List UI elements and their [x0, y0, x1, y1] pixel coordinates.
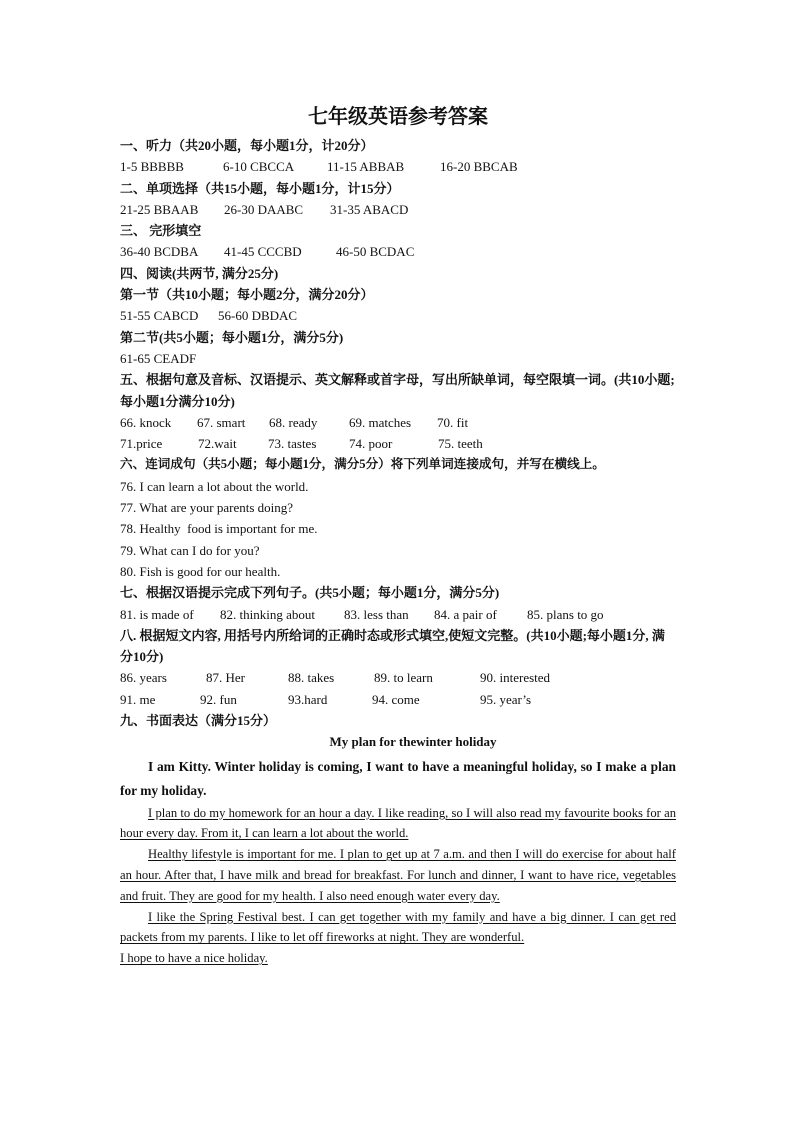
answer-item: 87. Her	[206, 670, 245, 686]
section-3-answers	[120, 241, 676, 262]
answer-item: 72.wait	[198, 436, 237, 452]
answer-group: 21-25 BBAAB	[120, 201, 199, 217]
essay-closing	[120, 948, 676, 969]
answer-item: 69. matches	[349, 414, 412, 430]
answer-item: 67. smart	[197, 414, 246, 430]
section-5-row-2	[120, 433, 676, 454]
answer-group: 1-5 BBBBB	[120, 159, 184, 175]
answer-group: 11-15 ABBAB	[327, 159, 405, 175]
answer-item: 82. thinking about	[220, 606, 315, 622]
section-9-header: 九、书面表达（满分15分）	[120, 713, 277, 729]
answer-group: 16-20 BBCAB	[440, 159, 518, 175]
section-5-row-1	[120, 412, 676, 433]
essay-closing-text: I hope to have a nice holiday.	[120, 951, 268, 966]
essay-title: My plan for thewinter holiday	[329, 734, 497, 750]
answer-item: 89. to learn	[374, 670, 433, 686]
answer-item: 86. years	[120, 670, 167, 686]
answer-item: 92. fun	[200, 691, 237, 707]
section-1-answers	[120, 156, 676, 177]
answer-group: 26-30 DAABC	[224, 201, 304, 217]
answer-item: 75. teeth	[438, 436, 483, 452]
sentence-77: 77. What are your parents doing?	[120, 500, 294, 516]
answer-group: 36-40 BCDBA	[120, 244, 199, 260]
answer-item: 94. come	[372, 691, 420, 707]
section-7-header: 七、根据汉语提示完成下列句子。(共5小题；每小题1分，满分5分)	[120, 585, 500, 601]
answer-item: 91. me	[120, 691, 156, 707]
answer-group: 31-35 ABACD	[330, 201, 409, 217]
answer-item: 93.hard	[288, 691, 328, 707]
sentence-78: 78. Healthy food is important for me.	[120, 521, 318, 537]
essay-paragraph	[120, 907, 676, 949]
answer-item: 90. interested	[480, 670, 551, 686]
page-title: 七年级英语参考答案	[308, 106, 488, 128]
answer-item: 81. is made of	[120, 606, 194, 622]
essay-paragraph	[120, 844, 676, 906]
answer-item: 84. a pair of	[434, 606, 497, 622]
answer-item: 95. year’s	[480, 691, 532, 707]
answer-item: 71.price	[120, 436, 163, 452]
answer-group: 51-55 CABCD	[120, 308, 199, 324]
sentence-76: 76. I can learn a lot about the world.	[120, 478, 309, 494]
section-4-part-1-header: 第一节（共10小题；每小题2分，满分20分）	[120, 287, 374, 303]
answer-item: 73. tastes	[268, 436, 317, 452]
section-4-part-1-answers	[120, 305, 676, 326]
answer-item: 66. knock	[120, 414, 172, 430]
section-2-header: 二、单项选择（共15小题，每小题1分，计15分）	[120, 180, 400, 196]
essay-intro: I am Kitty. Winter holiday is coming, I want to have a meaningful holiday, so I make a plan for my holiday.	[120, 758, 676, 798]
section-8-row-2	[120, 689, 676, 710]
section-2-answers	[120, 199, 676, 220]
section-4-part-2-answers	[120, 348, 676, 369]
section-8-row-1	[120, 667, 676, 688]
answer-item: 83. less than	[344, 606, 409, 622]
section-4-part-2-header: 第二节(共5小题；每小题1分，满分5分)	[120, 329, 344, 345]
answer-item: 74. poor	[349, 436, 393, 452]
section-1-header: 一、听力（共20小题，每小题1分，计20分）	[120, 138, 374, 153]
section-6-header: 六、连词成句（共5小题；每小题1分，满分5分）将下列单词连接成句，并写在横线上。	[120, 457, 605, 472]
answer-group: 46-50 BCDAC	[336, 244, 415, 260]
answer-group: 61-65 CEADF	[120, 350, 197, 366]
answer-item: 68. ready	[269, 414, 318, 430]
sentence-80: 80. Fish is good for our health.	[120, 563, 281, 579]
section-7-answers	[120, 604, 676, 625]
essay-paragraph-text: Healthy lifestyle is important for me. I plan to get up at 7 a.m. and then I will do exercise for about half an hour. After that, I have milk and bread for breakfast. For lunch and dinner, I want to have rice, vegetables and fruit. They are good for my health. I also need enough water every day.	[120, 847, 676, 903]
essay-paragraph-text: I plan to do my homework for an hour a day. I like reading, so I will also read my favourite books for an hour every day. From it, I can learn a lot about the world.	[120, 805, 676, 841]
essay-paragraph	[120, 803, 676, 845]
answer-sheet	[120, 100, 676, 969]
answer-group: 6-10 CBCCA	[223, 159, 295, 175]
section-5-header: 五、根据句意及音标、汉语提示、英文解释或首字母，写出所缺单词，每空限填一词。(共10小题;每小题1分满分10分)	[120, 372, 675, 409]
section-4-header: 四、阅读(共两节, 满分25分)	[120, 265, 279, 281]
sentence-79: 79. What can I do for you?	[120, 542, 260, 558]
answer-group: 41-45 CCCBD	[224, 244, 302, 260]
section-8-header: 八. 根据短文内容, 用括号内所给词的正确时态或形式填空,使短文完整。(共10小题;每小题1分, 满分10分)	[120, 627, 665, 665]
answer-item: 88. takes	[288, 670, 335, 686]
answer-item: 70. fit	[437, 414, 469, 430]
essay-paragraph-text: I like the Spring Festival best. I can get together with my family and have a big dinner. I can get red packets from my parents. I like to let off fireworks at night. They are wonderful.	[120, 909, 676, 945]
answer-item: 85. plans to go	[527, 606, 604, 622]
section-3-header: 三、 完形填空	[120, 223, 202, 239]
answer-group: 56-60 DBDAC	[218, 308, 298, 324]
